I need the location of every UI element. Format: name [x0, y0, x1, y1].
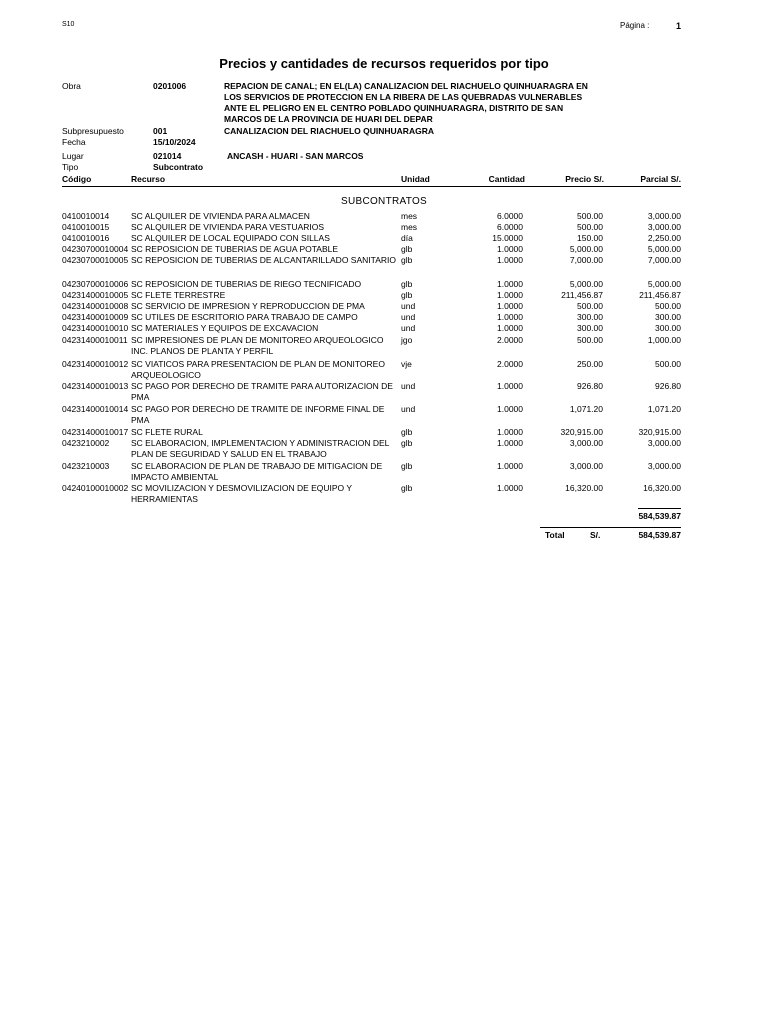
fecha-value: 15/10/2024 — [153, 137, 196, 147]
row-code: 04231400010012 — [62, 359, 129, 369]
subpresupuesto-description: CANALIZACION DEL RIACHUELO QUINHUARAGRA — [224, 126, 434, 136]
row-description: SC FLETE RURAL — [131, 427, 203, 437]
row-unit: día — [401, 233, 413, 243]
row-unit: vje — [401, 359, 412, 369]
row-unit: und — [401, 404, 416, 414]
row-price: 5,000.00 — [569, 279, 603, 289]
row-code: 04231400010014 — [62, 404, 129, 414]
row-partial: 1,000.00 — [647, 335, 681, 345]
row-quantity: 1.0000 — [497, 404, 523, 414]
row-quantity: 1.0000 — [497, 483, 523, 493]
row-price: 250.00 — [577, 359, 603, 369]
row-description: SC ALQUILER DE VIVIENDA PARA ALMACEN — [131, 211, 310, 221]
row-code: 04230700010006 — [62, 279, 129, 289]
row-price: 7,000.00 — [569, 255, 603, 265]
row-partial: 300.00 — [655, 323, 681, 333]
row-price: 320,915.00 — [560, 427, 603, 437]
row-partial: 320,915.00 — [638, 427, 681, 437]
row-quantity: 1.0000 — [497, 381, 523, 391]
row-description: SC PAGO POR DERECHO DE TRAMITE DE INFORME FINAL DE PMA — [131, 404, 385, 425]
row-unit: und — [401, 323, 416, 333]
row-code: 0410010014 — [62, 211, 110, 221]
row-price: 500.00 — [577, 222, 603, 232]
row-description: SC ELABORACION, IMPLEMENTACION Y ADMINISTRACION DEL PLAN DE SEGURIDAD Y SALUD EN EL TRABAJO — [131, 438, 390, 459]
col-header-parcial: Parcial S/. — [640, 174, 681, 184]
row-partial: 211,456.87 — [639, 290, 681, 300]
row-description: SC SERVICIO DE IMPRESION Y REPRODUCCION DE PMA — [131, 301, 365, 311]
row-quantity: 1.0000 — [497, 323, 523, 333]
row-price: 211,456.87 — [561, 290, 603, 300]
row-partial: 16,320.00 — [643, 483, 681, 493]
row-code: 04230700010005 — [62, 255, 129, 265]
row-unit: jgo — [401, 335, 413, 345]
row-description: SC REPOSICION DE TUBERIAS DE AGUA POTABLE — [131, 244, 339, 254]
row-code: 04231400010005 — [62, 290, 129, 300]
total-label: Total — [545, 530, 565, 540]
row-code: 0410010015 — [62, 222, 110, 232]
row-code: 0410010016 — [62, 233, 110, 243]
col-header-recurso: Recurso — [131, 174, 166, 184]
row-code: 04231400010013 — [62, 381, 129, 391]
report-id: S10 — [62, 21, 75, 28]
section-title: SUBCONTRATOS — [340, 196, 428, 207]
row-quantity: 1.0000 — [497, 279, 523, 289]
row-description: SC REPOSICION DE TUBERIAS DE ALCANTARILLADO SANITARIO — [131, 255, 396, 265]
row-unit: und — [401, 381, 416, 391]
row-description: SC ALQUILER DE VIVIENDA PARA VESTUARIOS — [131, 222, 325, 232]
row-description: SC ELABORACION DE PLAN DE TRABAJO DE MITIGACION DE IMPACTO AMBIENTAL — [131, 461, 383, 482]
row-price: 300.00 — [577, 323, 603, 333]
row-quantity: 1.0000 — [497, 301, 523, 311]
row-unit: glb — [401, 438, 413, 448]
tipo-value: Subcontrato — [153, 162, 204, 172]
row-unit: mes — [401, 222, 418, 232]
subpresupuesto-label: Subpresupuesto — [62, 126, 124, 136]
row-description: SC VIATICOS PARA PRESENTACION DE PLAN DE MONITOREO ARQUEOLOGICO — [131, 359, 385, 380]
row-price: 300.00 — [577, 312, 603, 322]
row-quantity: 15.0000 — [492, 233, 523, 243]
row-code: 04231400010009 — [62, 312, 129, 322]
row-unit: glb — [401, 461, 413, 471]
row-quantity: 1.0000 — [497, 461, 523, 471]
row-unit: glb — [401, 290, 413, 300]
tipo-label: Tipo — [62, 162, 79, 172]
row-partial: 500.00 — [655, 301, 681, 311]
obra-label: Obra — [62, 81, 81, 91]
row-price: 3,000.00 — [569, 438, 603, 448]
row-partial: 926.80 — [655, 381, 681, 391]
row-code: 04231400010017 — [62, 427, 129, 437]
row-code: 04231400010011 — [62, 335, 128, 345]
row-description: SC PAGO POR DERECHO DE TRAMITE PARA AUTORIZACION DE PMA — [131, 381, 393, 402]
row-unit: und — [401, 312, 416, 322]
total-divider — [540, 527, 681, 528]
row-partial: 3,000.00 — [647, 461, 681, 471]
subpresupuesto-code: 001 — [153, 126, 168, 136]
row-partial: 300.00 — [655, 312, 681, 322]
row-price: 1,071.20 — [569, 404, 603, 414]
row-description: SC MOVILIZACION Y DESMOVILIZACION DE EQUIPO Y HERRAMIENTAS — [131, 483, 352, 504]
row-quantity: 2.0000 — [497, 335, 523, 345]
col-header-cantidad: Cantidad — [488, 174, 525, 184]
obra-description: REPACION DE CANAL; EN EL(LA) CANALIZACION DEL RIACHUELO QUINHUARAGRA EN LOS SERVICIOS DE PROTECCION EN LA RIBERA DE LAS QUEBRADAS VULNERABLES ANTE EL PELIGRO EN EL CENTRO POBLADO QUINHUARAGRA, DISTRITO DE SAN MARCOS DE LA PROVINCIA DE HUARI DEL DEPAR — [224, 81, 588, 124]
col-header-codigo: Código — [62, 174, 92, 184]
row-price: 3,000.00 — [569, 461, 603, 471]
row-partial: 500.00 — [655, 359, 681, 369]
row-unit: glb — [401, 279, 413, 289]
row-description: SC IMPRESIONES DE PLAN DE MONITOREO ARQUEOLOGICO INC. PLANOS DE PLANTA Y PERFIL — [131, 335, 384, 356]
row-partial: 2,250.00 — [647, 233, 681, 243]
fecha-label: Fecha — [62, 137, 86, 147]
row-unit: mes — [401, 211, 418, 221]
row-price: 500.00 — [577, 211, 603, 221]
row-description: SC UTILES DE ESCRITORIO PARA TRABAJO DE CAMPO — [131, 312, 358, 322]
row-price: 150.00 — [577, 233, 603, 243]
row-quantity: 1.0000 — [497, 312, 523, 322]
page-label: Página : — [620, 21, 650, 30]
row-unit: glb — [401, 483, 413, 493]
row-price: 926.80 — [577, 381, 603, 391]
row-price: 500.00 — [577, 301, 603, 311]
lugar-code: 021014 — [153, 151, 182, 161]
row-unit: glb — [401, 255, 413, 265]
row-quantity: 2.0000 — [497, 359, 523, 369]
row-code: 04231400010008 — [62, 301, 129, 311]
row-quantity: 6.0000 — [497, 211, 523, 221]
subtotal-value: 584,539.87 — [638, 511, 681, 521]
row-description: SC REPOSICION DE TUBERIAS DE RIEGO TECNIFICADO — [131, 279, 362, 289]
row-partial: 3,000.00 — [647, 438, 681, 448]
row-partial: 3,000.00 — [647, 211, 681, 221]
row-description: SC FLETE TERRESTRE — [131, 290, 226, 300]
row-quantity: 1.0000 — [497, 290, 523, 300]
col-header-unidad: Unidad — [401, 174, 430, 184]
obra-code: 0201006 — [153, 81, 187, 91]
col-header-precio: Precio S/. — [565, 174, 604, 184]
report-title: Precios y cantidades de recursos requeridos por tipo — [219, 56, 549, 71]
row-quantity: 6.0000 — [497, 222, 523, 232]
row-quantity: 1.0000 — [497, 438, 523, 448]
lugar-label: Lugar — [62, 151, 84, 161]
row-unit: glb — [401, 244, 413, 254]
row-code: 04230700010004 — [62, 244, 129, 254]
row-price: 5,000.00 — [569, 244, 603, 254]
row-unit: glb — [401, 427, 413, 437]
total-value: 584,539.87 — [638, 530, 681, 540]
total-currency: S/. — [590, 530, 601, 540]
row-quantity: 1.0000 — [497, 255, 523, 265]
lugar-description: ANCASH - HUARI - SAN MARCOS — [227, 151, 364, 161]
row-quantity: 1.0000 — [497, 244, 523, 254]
row-partial: 3,000.00 — [647, 222, 681, 232]
row-code: 0423210003 — [62, 461, 110, 471]
row-partial: 7,000.00 — [647, 255, 681, 265]
row-code: 04231400010010 — [62, 323, 129, 333]
row-code: 0423210002 — [62, 438, 110, 448]
header-divider — [62, 186, 681, 187]
row-code: 04240100010002 — [62, 483, 129, 493]
subtotal-divider — [638, 508, 681, 509]
row-partial: 5,000.00 — [647, 279, 681, 289]
row-quantity: 1.0000 — [497, 427, 523, 437]
row-price: 500.00 — [577, 335, 603, 345]
row-partial: 5,000.00 — [647, 244, 681, 254]
row-description: SC MATERIALES Y EQUIPOS DE EXCAVACION — [131, 323, 319, 333]
page-number: 1 — [676, 21, 682, 31]
row-price: 16,320.00 — [565, 483, 603, 493]
row-partial: 1,071.20 — [647, 404, 681, 414]
row-description: SC ALQUILER DE LOCAL EQUIPADO CON SILLAS — [131, 233, 330, 243]
row-unit: und — [401, 301, 416, 311]
